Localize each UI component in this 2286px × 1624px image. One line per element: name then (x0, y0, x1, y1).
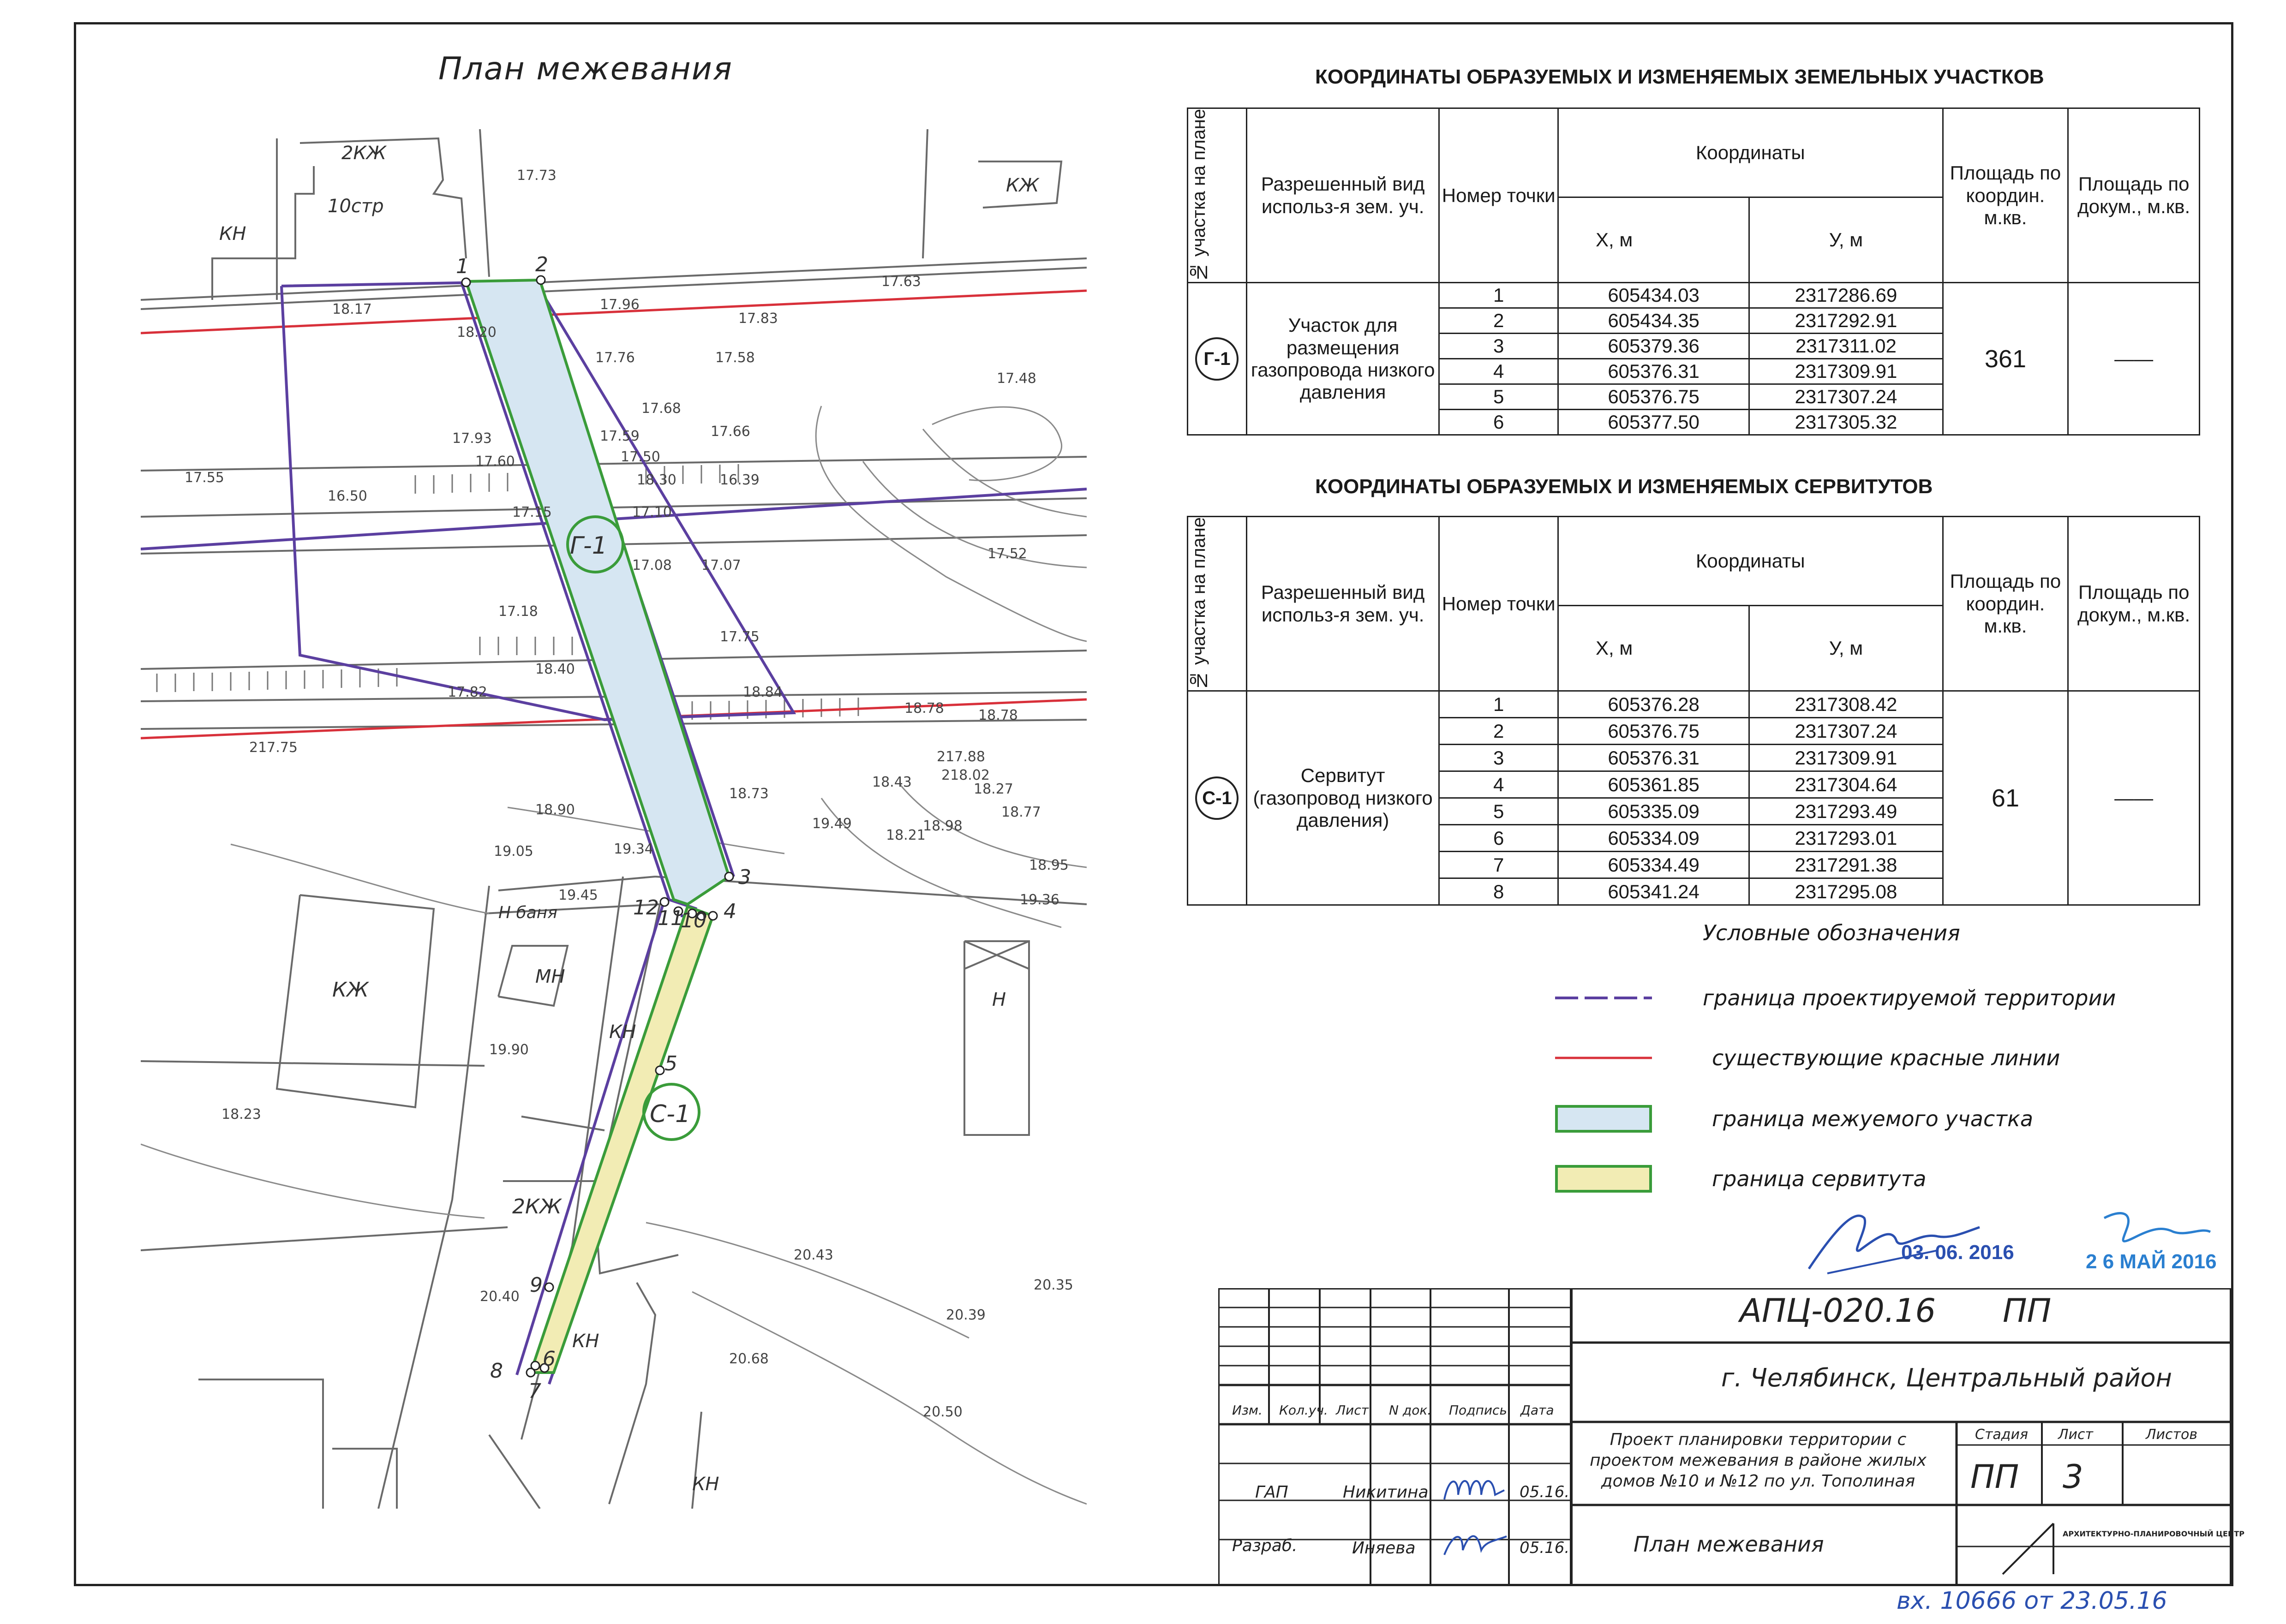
col-header: Подпись (1449, 1403, 1507, 1418)
header-parcel-no: № участка на плане (1188, 108, 1247, 283)
servitude-coordinates-table (1187, 516, 2200, 906)
elevation-label: 18.21 (886, 827, 926, 843)
stage-value: ПП (1970, 1458, 2019, 1496)
date-developer: 05.16. (1520, 1539, 1570, 1557)
coord-x: 605377.50 (1558, 410, 1749, 435)
sheet-label: Лист (2058, 1427, 2094, 1443)
elevation-label: 20.68 (729, 1351, 769, 1367)
elevation-label: 19.36 (1020, 892, 1059, 908)
role-gap: ГАП (1255, 1483, 1288, 1502)
name-nikitina: Никитина (1343, 1483, 1429, 1502)
elevation-label: 17.63 (881, 274, 921, 290)
area-doc: —— (2068, 283, 2200, 435)
coord-x: 605335.09 (1558, 798, 1749, 825)
project-description: Проект планировки территории с проектом межевания в районе жилых домов №10 и №12 по ул. Тополиная (1590, 1430, 1927, 1491)
elevation-label: 17.07 (701, 557, 741, 573)
elevation-label: 17.59 (600, 428, 640, 444)
point-number: 1 (1439, 691, 1558, 718)
point-label-3: 3 (738, 866, 751, 889)
elevation-label: 17.58 (715, 350, 755, 366)
document-code-suffix: ПП (2003, 1292, 2052, 1330)
organization: АРХИТЕКТУРНО-ПЛАНИРОВОЧНЫЙ ЦЕНТР (2063, 1529, 2244, 1538)
elevation-label: 18.78 (978, 707, 1018, 723)
building-label: КН (219, 223, 246, 245)
point-number: 4 (1439, 359, 1558, 384)
point-label-12: 12 (633, 896, 659, 919)
elevation-label: 18.43 (872, 774, 912, 790)
area-coord: 361 (1943, 283, 2068, 435)
legend-item-project-boundary: граница проектируемой территории (1555, 982, 1652, 1014)
building-label: МН (535, 966, 565, 987)
point-label-10: 10 (681, 909, 706, 932)
building-label: Н баня (498, 903, 557, 922)
elevation-label: 17.83 (738, 310, 778, 327)
elevation-label: 17.50 (621, 449, 660, 465)
elevation-label: 18.40 (535, 661, 575, 677)
elevation-label: 17.60 (475, 454, 515, 470)
header-use: Разрешенный вид использ-я зем. уч. (1246, 108, 1439, 283)
elevation-label: 18.23 (221, 1106, 261, 1122)
col-header: N док. (1389, 1403, 1432, 1418)
parcel-id: С-1 (1188, 691, 1247, 905)
point-number: 8 (1439, 878, 1558, 905)
coord-y: 2317305.32 (1749, 410, 1943, 435)
area-coord: 61 (1943, 691, 2068, 905)
location: г. Челябинск, Центральный район (1721, 1363, 2172, 1392)
coord-x: 605376.31 (1558, 359, 1749, 384)
elevation-label: 217.88 (937, 749, 985, 765)
land-table-title: КООРДИНАТЫ ОБРАЗУЕМЫХ И ИЗМЕНЯЕМЫХ ЗЕМЕЛЬНЫХ УЧАСТКОВ (1315, 66, 2044, 88)
handwritten-registration: вх. 10666 от 23.05.16 (1897, 1587, 2167, 1615)
coord-x: 605361.85 (1558, 771, 1749, 798)
col-header: Кол.уч. (1279, 1403, 1328, 1418)
coord-y: 2317309.91 (1749, 359, 1943, 384)
building-label: КН (692, 1474, 719, 1495)
parcel-use: Сервитут (газопровод низкого давления) (1246, 691, 1439, 905)
table-row (1188, 283, 2200, 308)
elevation-label: 17.82 (448, 684, 487, 700)
elevation-label: 17.08 (632, 557, 672, 573)
point-number: 3 (1439, 334, 1558, 359)
coord-x: 605376.75 (1558, 384, 1749, 410)
elevation-label: 18.77 (1001, 804, 1041, 820)
building-label: КЖ (332, 978, 369, 1002)
header-point-no: Номер точки (1439, 517, 1558, 691)
elevation-label: 18.84 (743, 684, 783, 700)
date-gap: 05.16. (1520, 1483, 1570, 1501)
table-row (1188, 691, 2200, 718)
coord-y: 2317307.24 (1749, 718, 1943, 745)
elevation-label: 18.20 (457, 324, 497, 340)
point-label-11: 11 (658, 907, 683, 930)
legend-item-parcel: граница межуемого участка (1555, 1103, 1652, 1135)
role-developer: Разраб. (1232, 1536, 1298, 1555)
coord-x: 605341.24 (1558, 878, 1749, 905)
elevation-label: 19.34 (614, 841, 653, 857)
header-x: Х, м (1558, 197, 1749, 283)
legend-item-servitude: граница сервитута (1555, 1163, 1652, 1195)
coord-x: 605334.09 (1558, 825, 1749, 852)
signature-icon (1440, 1522, 1509, 1564)
col-header: Изм. (1232, 1403, 1263, 1418)
sheet-title: План межевания (1634, 1532, 1824, 1557)
legend-title: Условные обозначения (1703, 920, 1960, 945)
header-area-doc: Площадь по докум., м.кв. (2068, 517, 2200, 691)
elevation-label: 17.52 (987, 546, 1027, 562)
point-number: 2 (1439, 308, 1558, 334)
coord-y: 2317309.91 (1749, 745, 1943, 771)
parcel-id: Г-1 (1188, 283, 1247, 435)
plan-title: План межевания (438, 51, 733, 87)
building-label: 2КЖ (341, 143, 386, 164)
elevation-label: 17.75 (720, 629, 760, 645)
point-number: 6 (1439, 410, 1558, 435)
header-area-doc: Площадь по докум., м.кв. (2068, 108, 2200, 283)
point-number: 6 (1439, 825, 1558, 852)
coord-x: 605376.31 (1558, 745, 1749, 771)
elevation-label: 17.68 (641, 400, 681, 417)
elevation-label: 17.10 (632, 504, 672, 520)
elevation-label: 20.39 (946, 1307, 986, 1323)
yellow-swatch-icon (1555, 1165, 1652, 1193)
elevation-label: 18.78 (904, 700, 944, 716)
elevation-label: 17.76 (595, 350, 635, 366)
sheet-value: 3 (2063, 1458, 2083, 1496)
header-area-coord: Площадь по координ. м.кв. (1943, 108, 2068, 283)
point-label-7: 7 (528, 1379, 541, 1403)
document-code: АПЦ-020.16 (1740, 1292, 1936, 1330)
header-x: Х, м (1558, 605, 1749, 691)
elevation-label: 17.66 (711, 424, 750, 440)
elevation-label: 18.27 (974, 781, 1013, 797)
header-coordinates: Координаты (1558, 108, 1943, 197)
parcel-use: Участок для размещения газопровода низкого давления (1246, 283, 1439, 435)
coord-y: 2317307.24 (1749, 384, 1943, 410)
legend-item-red-lines: существующие красные линии (1555, 1042, 1652, 1074)
header-parcel-no: № участка на плане (1188, 517, 1247, 691)
elevation-label: 20.43 (794, 1247, 833, 1263)
elevation-label: 19.45 (558, 887, 598, 903)
header-use: Разрешенный вид использ-я зем. уч. (1246, 517, 1439, 691)
header-coordinates: Координаты (1558, 517, 1943, 606)
coord-x: 605379.36 (1558, 334, 1749, 359)
point-label-6: 6 (543, 1347, 556, 1371)
elevation-label: 18.73 (729, 786, 769, 802)
building-label: КН (609, 1021, 636, 1043)
elevation-label: 20.50 (923, 1404, 963, 1420)
elevation-label: 20.40 (480, 1289, 520, 1305)
building-label: КЖ (1006, 175, 1039, 196)
coord-y: 2317295.08 (1749, 878, 1943, 905)
coord-y: 2317311.02 (1749, 334, 1943, 359)
point-label-5: 5 (664, 1052, 677, 1075)
coord-x: 605376.28 (1558, 691, 1749, 718)
point-number: 4 (1439, 771, 1558, 798)
coord-x: 605434.35 (1558, 308, 1749, 334)
blue-swatch-icon (1555, 1105, 1652, 1133)
header-point-no: Номер точки (1439, 108, 1558, 283)
point-number: 5 (1439, 798, 1558, 825)
land-coordinates-table (1187, 107, 2200, 436)
date-stamp-1: 03. 06. 2016 (1901, 1241, 2014, 1264)
name-inyaeva: Иняева (1352, 1539, 1416, 1558)
elevation-label: 17.55 (185, 470, 224, 486)
elevation-label: 17.48 (997, 370, 1036, 387)
point-number: 1 (1439, 283, 1558, 308)
point-number: 7 (1439, 852, 1558, 878)
elevation-label: 218.02 (941, 767, 990, 783)
elevation-label: 18.90 (535, 802, 575, 818)
point-label-2: 2 (535, 253, 548, 276)
elevation-label: 217.75 (249, 740, 298, 756)
point-number: 2 (1439, 718, 1558, 745)
header-y: У, м (1749, 197, 1943, 283)
map-label-c1: С-1 (650, 1100, 691, 1128)
map-label-g1: Г-1 (570, 532, 607, 560)
building-label: 10стр (328, 196, 384, 217)
elevation-label: 17.15 (512, 504, 552, 520)
elevation-label: 20.35 (1034, 1277, 1073, 1293)
coord-y: 2317293.01 (1749, 825, 1943, 852)
point-number: 3 (1439, 745, 1558, 771)
coord-x: 605434.03 (1558, 283, 1749, 308)
header-area-coord: Площадь по координ. м.кв. (1943, 517, 2068, 691)
elevation-label: 18.98 (923, 818, 963, 834)
col-header: Дата (1520, 1403, 1554, 1418)
coord-y: 2317293.49 (1749, 798, 1943, 825)
building-label: Н (992, 989, 1006, 1010)
sheets-label: Листов (2146, 1427, 2198, 1443)
coord-y: 2317291.38 (1749, 852, 1943, 878)
point-label-1: 1 (456, 255, 469, 278)
date-stamp-2: 2 6 МАЙ 2016 (2086, 1250, 2217, 1273)
elevation-label: 17.18 (498, 603, 538, 620)
elevation-label: 19.05 (494, 843, 533, 860)
elevation-label: 16.50 (328, 488, 367, 504)
coord-y: 2317308.42 (1749, 691, 1943, 718)
coord-x: 605376.75 (1558, 718, 1749, 745)
coord-y: 2317286.69 (1749, 283, 1943, 308)
dashed-line-icon (1555, 984, 1652, 1012)
red-line-icon (1555, 1044, 1652, 1072)
elevation-label: 18.17 (332, 301, 372, 317)
elevation-label: 18.95 (1029, 857, 1069, 873)
signature-icon (2095, 1200, 2215, 1255)
elevation-label: 16.39 (720, 472, 760, 488)
elevation-label: 19.49 (812, 816, 852, 832)
point-label-4: 4 (724, 900, 736, 923)
coord-y: 2317292.91 (1749, 308, 1943, 334)
col-header: Лист (1336, 1403, 1369, 1418)
elevation-label: 19.90 (489, 1042, 529, 1058)
stage-label: Стадия (1975, 1427, 2029, 1443)
building-label: КН (572, 1331, 599, 1352)
point-label-9: 9 (530, 1273, 543, 1297)
point-number: 5 (1439, 384, 1558, 410)
elevation-label: 17.73 (517, 167, 557, 184)
elevation-label: 18.30 (637, 472, 676, 488)
signature-icon (1440, 1472, 1509, 1509)
servitude-table-title: КООРДИНАТЫ ОБРАЗУЕМЫХ И ИЗМЕНЯЕМЫХ СЕРВИТУТОВ (1315, 475, 1933, 498)
building-label: 2КЖ (512, 1195, 562, 1218)
area-doc: —— (2068, 691, 2200, 905)
point-label-8: 8 (490, 1359, 503, 1383)
coord-y: 2317304.64 (1749, 771, 1943, 798)
elevation-label: 17.93 (452, 430, 492, 447)
elevation-label: 17.96 (600, 297, 640, 313)
parcel-g1-area (466, 280, 729, 904)
header-y: У, м (1749, 605, 1943, 691)
coord-x: 605334.49 (1558, 852, 1749, 878)
